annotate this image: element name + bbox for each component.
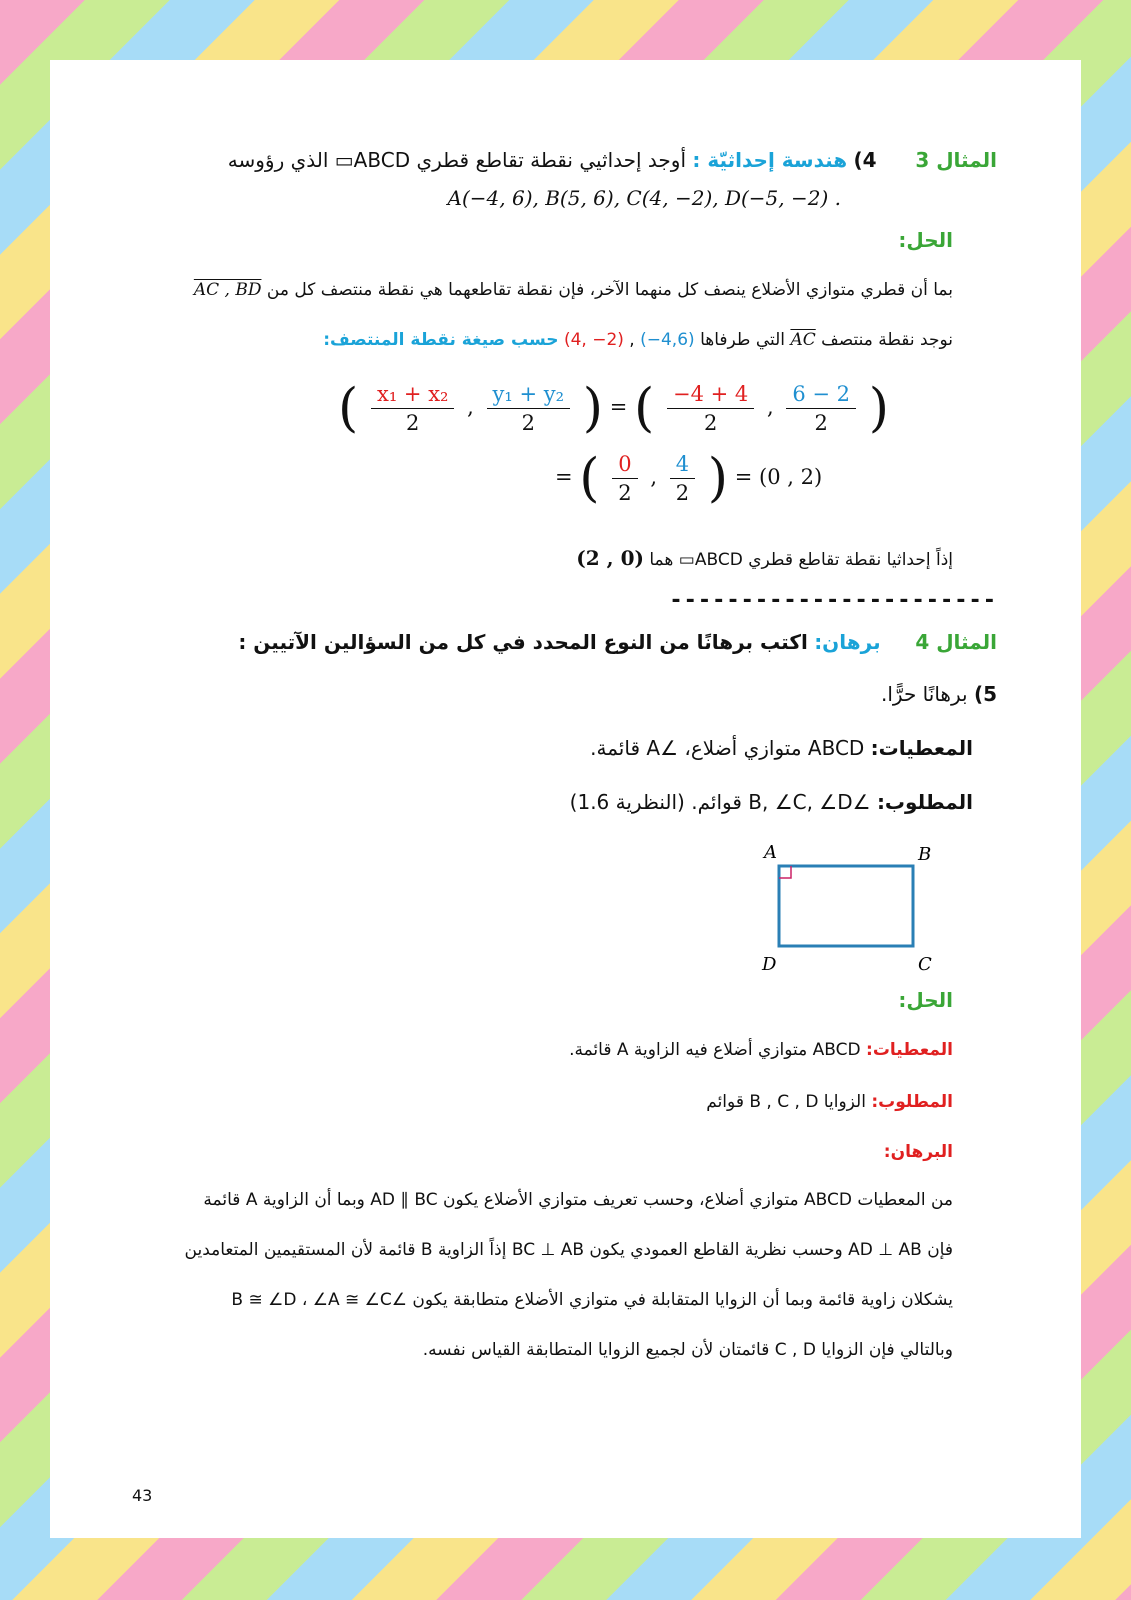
sol3-line2-prefix: نوجد نقطة منتصف bbox=[821, 330, 953, 350]
item-number: 5) bbox=[973, 682, 997, 706]
sol4-given-label: المعطيات: bbox=[866, 1040, 953, 1060]
prove-text: ∠B, ∠C, ∠D قوائم. (النظرية 1.6) bbox=[569, 790, 871, 814]
sol3-line1-text: بما أن قطري متوازي الأضلاع ينصف كل منهما الآخر، فإن نقطة تقاطعهما هي نقطة منتصف كل من bbox=[266, 280, 953, 300]
vertex-b: B bbox=[918, 844, 932, 865]
eq-den: 2 bbox=[406, 411, 420, 435]
proof-line-2: فإن AD ⊥ AB وحسب نظرية القاطع العمودي يكون BC ⊥ AB إذاً الزاوية B قائمة لأن المستقيمين المتعامدين bbox=[184, 1240, 953, 1260]
item-text: برهانًا حرًّا. bbox=[881, 682, 968, 706]
example4-topic: برهان: bbox=[814, 630, 881, 654]
eq2-num-x: 0 bbox=[612, 452, 637, 479]
midpoint-equation-2: = ( $\frac{0}{2}$ , $\frac{4}{2}$ ) = (0 , 2) bbox=[555, 448, 823, 509]
vertex-d: D bbox=[762, 954, 777, 975]
example3-header bbox=[117, 148, 997, 172]
eq-num-xv: −4 + 4 bbox=[667, 382, 754, 409]
eq-den: 2 bbox=[618, 481, 632, 505]
sol4-given-text: ABCD متوازي أضلاع فيه الزاوية A قائمة. bbox=[569, 1040, 861, 1060]
example4-given bbox=[590, 736, 973, 760]
proof-line-1: من المعطيات ABCD متوازي أضلاع، وحسب تعريف متوازي الأضلاع يكون AD ∥ BC وبما أن الزاوية A قائمة bbox=[203, 1190, 953, 1210]
sol3-point1: (4, −2) bbox=[563, 330, 624, 350]
eq-num-y: y₁ + y₂ bbox=[487, 382, 571, 409]
sol3-line2 bbox=[93, 326, 953, 354]
example4-question: اكتب برهانًا من النوع المحدد في كل من السؤالين الآتيين : bbox=[238, 630, 808, 654]
eq-den: 2 bbox=[703, 411, 718, 435]
eq-den: 2 bbox=[814, 411, 828, 435]
sol3-line2-mid: التي طرفاها bbox=[700, 330, 786, 350]
midpoint-equation-1: ( $\frac{\text{x₁ + x₂}}{2}$ , $\frac{\text{y₁ + y₂}}{2}$ ) = ( $\frac{-4 + 4}{2}$ , $\frac{6 - 2}{2}$ ) bbox=[338, 378, 889, 439]
eq-den: 2 bbox=[675, 481, 690, 505]
example3-label: المثال 3 bbox=[915, 148, 997, 172]
sol3-segments: AC , BD bbox=[193, 280, 262, 300]
sol4-prove-text: الزوايا B , C , D قوائم bbox=[706, 1092, 866, 1112]
eq2-num-y: 4 bbox=[670, 452, 695, 479]
example4-label: المثال 4 bbox=[915, 630, 997, 654]
example4-item bbox=[881, 682, 997, 706]
conclusion-text: إذاً إحداثيا نقطة تقاطع قطري ABCD▭ هما bbox=[649, 550, 953, 570]
rectangle-figure bbox=[750, 838, 950, 978]
example4-header bbox=[117, 630, 997, 654]
sol3-conclusion bbox=[93, 544, 953, 574]
sol4-prove-label: المطلوب: bbox=[871, 1092, 953, 1112]
solution3-label: الحل: bbox=[898, 228, 953, 252]
sol3-point2: (−4,6) bbox=[640, 330, 695, 350]
proof-line-4: وبالتالي فإن الزوايا C , D قائمتان لأن لجميع الزوايا المتطابقة القياس نفسه. bbox=[422, 1340, 953, 1360]
vertex-c: C bbox=[918, 954, 932, 975]
example4-prove bbox=[570, 790, 973, 814]
sol3-sep: , bbox=[629, 330, 635, 350]
proof-line-3: يشكلان زاوية قائمة وبما أن الزوايا المتقابلة في متوازي الأضلاع متطابقة يكون ∠B ≅ ∠D ، ∠A ≅ ∠C bbox=[231, 1290, 953, 1310]
vertices-text: . A(−4, 6), B(5, 6), C(4, −2), D(−5, −2) bbox=[447, 186, 841, 210]
sol4-given bbox=[93, 1036, 953, 1064]
page-sheet bbox=[50, 60, 1081, 1538]
sol3-line1 bbox=[93, 276, 953, 304]
prove-label: المطلوب: bbox=[876, 790, 973, 814]
sol3-seg-ac: AC bbox=[790, 330, 816, 350]
example3-question: أوجد إحداثيي نقطة تقاطع قطري ABCD▭ الذي رؤوسه bbox=[227, 148, 687, 172]
sol4-prove bbox=[93, 1088, 953, 1116]
given-text: ABCD متوازي أضلاع، ∠A قائمة. bbox=[590, 736, 865, 760]
proof-label: البرهان: bbox=[883, 1142, 953, 1162]
example3-topic: هندسة إحداثيّة : bbox=[692, 148, 848, 172]
eq2-result: = (0 , 2) bbox=[734, 465, 823, 489]
example3-number: 4) bbox=[853, 148, 877, 172]
conclusion-value: (0 , 2) bbox=[576, 546, 644, 570]
separator-line: ----------------------- bbox=[669, 588, 997, 613]
example3-vertices bbox=[141, 186, 841, 210]
page-number: 43 bbox=[132, 1486, 153, 1505]
eq-den: 2 bbox=[521, 411, 535, 435]
eq-num-yv: 6 − 2 bbox=[786, 382, 856, 409]
right-angle-mark bbox=[779, 866, 791, 878]
rectangle-abcd bbox=[779, 866, 913, 946]
eq-num-x: x₁ + x₂ bbox=[371, 382, 454, 409]
given-label: المعطيات: bbox=[870, 736, 973, 760]
sol3-line2-suffix: حسب صيغة نقطة المنتصف: bbox=[323, 330, 559, 350]
solution4-label: الحل: bbox=[898, 988, 953, 1012]
vertex-a: A bbox=[764, 842, 777, 863]
